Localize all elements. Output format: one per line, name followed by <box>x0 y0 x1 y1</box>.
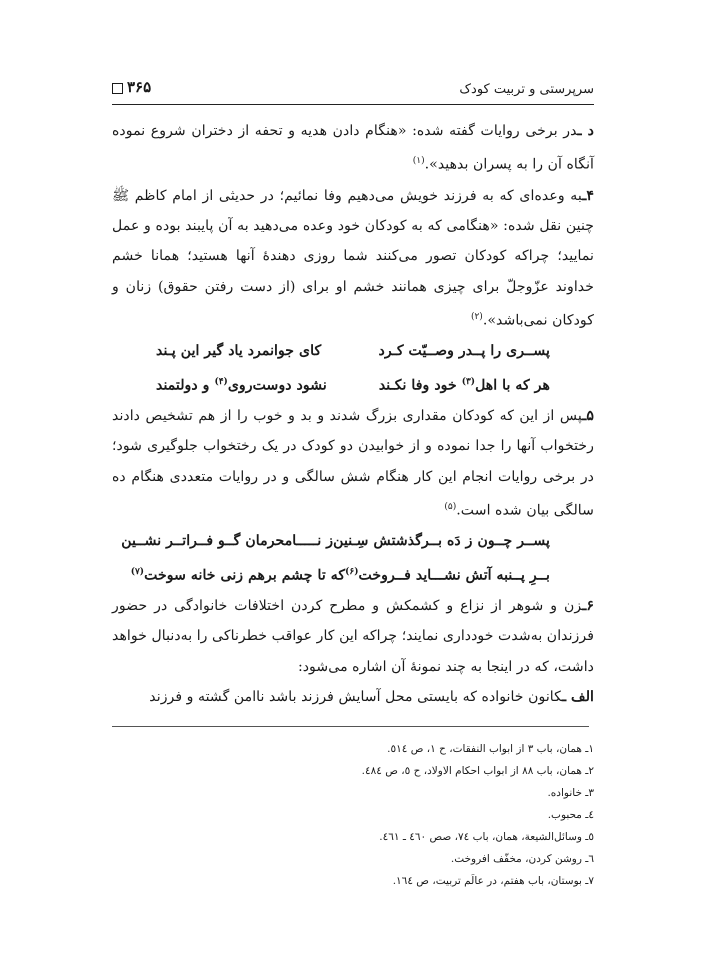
verse-line <box>112 336 594 366</box>
verse-line <box>112 367 594 401</box>
hemistich <box>131 557 345 591</box>
footnote: ٦ـ روشن کردن، مخفّف افروخت. <box>450 853 594 865</box>
hemistich-text: خود وفا نکـند <box>378 377 462 394</box>
hemistich: پســری را پــدر وصــیّت کـرد <box>378 343 550 360</box>
square-ornament-icon <box>112 83 123 94</box>
footnote: ۳ـ خانواده. <box>547 787 594 799</box>
paragraph <box>112 181 594 337</box>
paragraph-text: زن و شوهر از نزاع و کشمکش و مطرح کردن اختلافات خانوادگی در حضور فرزندان به‌شدت خودداری نمایند؛ چراکه این کار عواقب خطرناکی را به‌دنبال خواهد داشت، که در اینجا به چند نمونهٔ آن اشاره می‌شود: <box>112 597 594 675</box>
footnote: ٤ـ محبوب. <box>547 809 594 821</box>
hemistich-text: بــرِ پــنبه آتش نشـــاید فــروخت <box>358 567 550 584</box>
paragraph <box>112 116 594 181</box>
paragraph-lead: د ـ <box>577 123 594 139</box>
hemistich-text: هر که با اهل <box>475 377 550 394</box>
footnote: ۱ـ همان، باب ۳ از ابواب النفقات، ح ۱، ص ٥١٤. <box>387 743 594 755</box>
running-title: سرپرستی و تربیت کودک <box>459 82 594 97</box>
footnote-ref: (۱) <box>412 156 425 167</box>
verse-block <box>112 336 594 401</box>
paragraph-text: به وعده‌ای که به فرزند خویش می‌دهیم وفا نمائیم؛ در حدیثی از امام کاظم ﷺ چنین نقل شده: «هنگامی که به کودکان خود وعده می‌دهید به آن پایبند بوده و عمل نمایید؛ چراکه کودکان تصور می‌کنند شما روزی دهندهٔ آنها هستید؛ همانا خشم خداوند عزّوجلّ برای چیزی همانند خشم او برای (از دست رفتن حقوق) زنان و کودکان نمی‌باشد». <box>112 187 594 329</box>
footnote: ٧ـ بوستان، باب هفتم، در عالَم تربیت، ص ١٦٤. <box>392 875 594 887</box>
footnote-ref: (۴) <box>214 376 228 387</box>
hemistich: پســر چــون ز دَه بــرگذشتش سِـنین <box>333 533 550 550</box>
paragraph <box>112 591 594 682</box>
hemistich: ز نـــــامحرمان گــو فــراتــر نشــین <box>121 533 334 550</box>
paragraph-lead: ۵ـ <box>582 407 594 424</box>
page-number <box>112 78 151 96</box>
verse-line <box>112 526 594 556</box>
hemistich: کای جوانمرد یاد گیر این پـند <box>156 343 322 360</box>
verse-block <box>112 526 594 591</box>
paragraph-text: کانون خانواده که بایستی محل آسایش فرزند باشد ناامن گشته و فرزند <box>149 688 562 705</box>
footnote-ref: (۶) <box>345 566 359 577</box>
footnotes <box>117 738 594 892</box>
footnote: ۲ـ همان، باب ۸۸ از ابواب احکام الاولاد، ح ٥، ص ٤٨٤. <box>361 765 594 777</box>
paragraph-lead: ۴ـ <box>582 187 594 204</box>
paragraph-lead: الف ـ <box>561 688 594 705</box>
footnote-ref: (۲) <box>470 312 483 323</box>
hemistich <box>345 557 550 591</box>
hemistich <box>156 367 327 401</box>
verse-line <box>112 557 594 591</box>
hemistich <box>379 367 550 401</box>
paragraph-text: در برخی روایات گفته شده: «هنگام دادن هدیه و تحفه از دختران شروع نموده آنگاه آن را به پسران بدهید». <box>112 123 594 174</box>
footnote-rule <box>112 726 589 727</box>
main-text <box>112 116 594 712</box>
page-number-text: ۳۶۵ <box>127 78 152 96</box>
footnote-ref: (۷) <box>130 566 145 577</box>
footnote-ref: (۳) <box>461 376 476 387</box>
header-rule <box>112 104 594 105</box>
paragraph <box>112 401 594 526</box>
hemistich-text: که تا چشم برهم زنی خانه سوخت <box>144 567 346 584</box>
hemistich-text: و دولتمند <box>156 377 215 394</box>
footnote-ref: (۵) <box>444 502 457 513</box>
paragraph <box>112 682 594 712</box>
footnote: ٥ـ وسائل‌الشیعة، همان، باب ٧٤، صص ٤٦٠ ـ ٤٦١. <box>379 831 594 843</box>
hemistich-text: نشود دوست‌روی <box>227 377 327 394</box>
paragraph-lead: ۶ـ <box>582 597 594 614</box>
page-header <box>112 78 594 102</box>
paragraph-text: پس از این که کودکان مقداری بزرگ شدند و بد و خوب را از هم تشخیص دادند رختخواب آنها را جدا نموده و از خوابیدن دو کودک در یک رختخواب جلوگیری شود؛ در برخی روایات انجام این کار هنگام شش سالگی و در روایات متعددی هنگام ده سالگی بیان شده است. <box>112 407 594 519</box>
